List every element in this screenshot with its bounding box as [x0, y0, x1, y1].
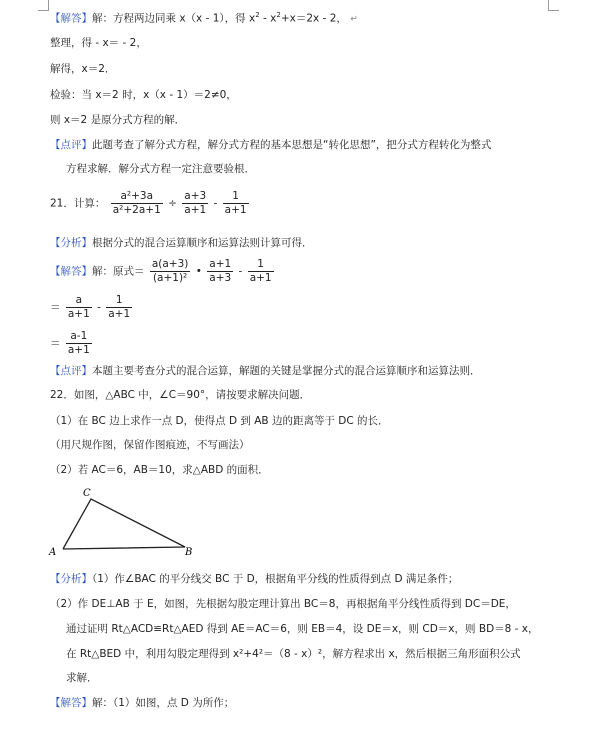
page-corner-top-left [38, 0, 49, 11]
sol21-r3-fraction: $\frac{a-1}{a+1}$ [67, 330, 90, 356]
tag-comment: 【点评】 [50, 365, 92, 377]
tag-solution: 【解答】 [50, 265, 92, 278]
analysis22-line4: 在 Rt△BED 中，利用勾股定理得到 x²+4²＝（8 - x）²，解方程求出 x，然后根据三角形面积公式 [66, 648, 521, 660]
tag-solution: 【解答】 [50, 12, 92, 25]
page-corner-top-right [548, 0, 559, 11]
q21-fraction-3: $\frac{1}{a+1}$ [224, 190, 247, 216]
analysis22-line2: （2）作 DE⊥AB 于 E，如图，先根据勾股定理计算出 BC＝8，再根据角平分线性质得到 DC＝DE， [50, 598, 516, 610]
sol21-line2: ＝ $\frac{a}{a+1}$ - $\frac{1}{a+1}$ [50, 294, 131, 320]
analysis22-line1: 【分析】（1）作∠BAC 的平分线交 BC 于 D，根据角平分线的性质得到点 D 满足条件； [50, 573, 459, 585]
sol21-r2-fraction-1: $\frac{a}{a+1}$ [67, 294, 90, 320]
analysis22-line5: 求解． [66, 672, 98, 684]
sol22-line: 【解答】解：（1）如图，点 D 为所作； [50, 697, 235, 709]
q22-line3: （用尺规作图，保留作图痕迹，不写画法） [50, 439, 250, 451]
sol21-fraction-3: $\frac{1}{a+1}$ [249, 258, 272, 284]
point-label-a: A [49, 547, 57, 558]
q21-fraction-2: $\frac{a+3}{a+1}$ [184, 190, 207, 216]
tag-analysis: 【分析】 [50, 237, 92, 249]
comment20-line2: 方程求解．解分式方程一定注意要验根． [66, 163, 255, 175]
sol21-fraction-1: $\frac{a(a+3)}{\text{(a+1)²}}$ [151, 258, 189, 284]
sol20-line1: 【解答】解：方程两边同乘 x（x - 1），得 $x^2 - x^2+x=2x - 2$， ↵ [50, 11, 358, 25]
sol21-r2-fraction-2: $\frac{1}{a+1}$ [108, 294, 131, 320]
tag-analysis: 【分析】 [50, 573, 92, 585]
q21-expression: 21．计算： $\frac{\text{a²+3a}}{\text{a²+2a+1}}$ ÷ $\frac{a+3}{a+1}$ - $\frac{1}{a+1}$ [50, 190, 247, 216]
q21-fraction-1: $\frac{\text{a²+3a}}{\text{a²+2a+1}}$ [112, 190, 161, 216]
q22-line1: 22．如图，△ABC 中，∠C＝90°，请按要求解决问题． [50, 389, 311, 401]
sol21-line3: ＝ $\frac{a-1}{a+1}$ [50, 330, 90, 356]
tag-solution: 【解答】 [50, 697, 92, 709]
q22-line2: （1）在 BC 边上求作一点 D，使得点 D 到 AB 边的距离等于 DC 的长． [50, 415, 389, 427]
q21-label: 21．计算： [50, 197, 106, 210]
point-label-b: B [185, 547, 193, 558]
comment21-line: 【点评】本题主要考查分式的混合运算，解题的关键是掌握分式的混合运算顺序和运算法则． [50, 365, 481, 377]
sol20-line5: 则 x＝2 是原分式方程的解． [50, 114, 186, 126]
analysis22-line3: 通过证明 Rt△ACD≌Rt△AED 得到 AE＝AC＝6，则 EB＝4，设 DE＝x，则 CD＝x，则 BD＝8 - x， [66, 623, 539, 635]
sol21-fraction-2: $\frac{a+1}{a+3}$ [209, 258, 232, 284]
tag-comment: 【点评】 [50, 139, 92, 151]
sol20-line3: 解得，x＝2． [50, 63, 116, 75]
q22-line4: （2）若 AC＝6，AB＝10，求△ABD 的面积． [50, 464, 269, 476]
triangle-abc-figure [45, 485, 195, 560]
sol21-line1: 【解答】解：原式＝ $\frac{a(a+3)}{\text{(a+1)²}}$ • $\frac{a+1}{a+3}$ - $\frac{1}{a+1}$ [50, 258, 272, 284]
sol20-line4: 检验：当 x＝2 时，x（x - 1）＝2≠0， [50, 89, 237, 101]
analysis21-line: 【分析】根据分式的混合运算顺序和运算法则计算可得． [50, 237, 313, 249]
point-label-c: C [83, 488, 91, 499]
comment20-line1: 【点评】此题考查了解分式方程，解分式方程的基本思想是“转化思想”，把分式方程转化为整式 [50, 139, 492, 151]
sol20-line2: 整理，得 - x＝ - 2， [50, 37, 147, 49]
